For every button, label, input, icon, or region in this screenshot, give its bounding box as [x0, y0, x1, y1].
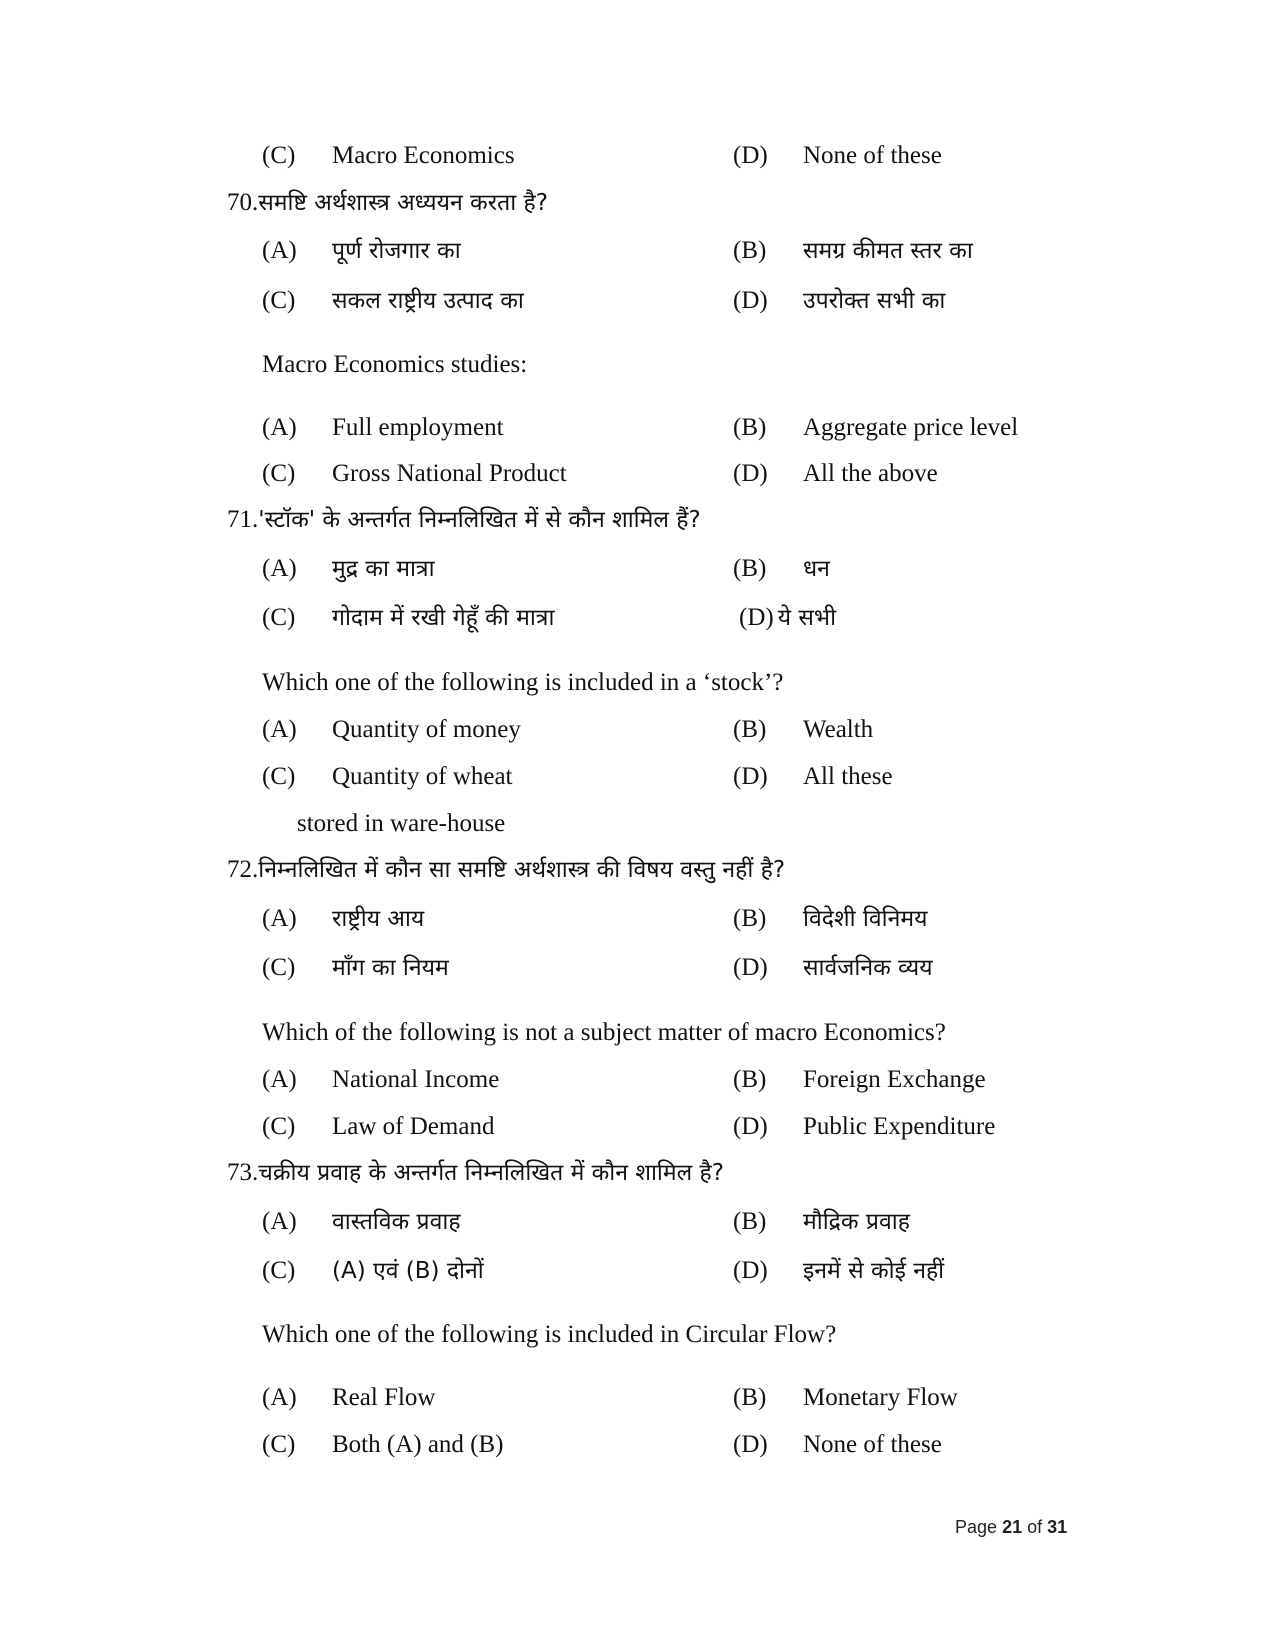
option-text: None of these	[803, 1431, 942, 1458]
option-label: (B)	[733, 555, 767, 582]
option-text-continued: stored in ware-house	[297, 810, 506, 837]
question-text: चक्रीय प्रवाह के अन्तर्गत निम्नलिखित में कौन शामिल है?	[258, 1160, 724, 1186]
question-number: 70.	[227, 189, 259, 216]
option-label: (C)	[262, 763, 296, 790]
option-label: (A)	[262, 1208, 297, 1235]
option-label: (A)	[262, 555, 297, 582]
option-text: None of these	[803, 142, 942, 169]
option-text: Gross National Product	[332, 460, 567, 487]
option-text: (A) एवं (B) दोनों	[332, 1258, 484, 1284]
option-label: (B)	[733, 1208, 767, 1235]
option-label: (D)	[733, 954, 768, 981]
option-label: (A)	[262, 414, 297, 441]
option-text: Wealth	[803, 716, 874, 743]
option-text: माँग का नियम	[332, 955, 449, 981]
option-label: (B)	[733, 1066, 767, 1093]
option-label: (D)	[733, 142, 768, 169]
option-label: (B)	[733, 905, 767, 932]
question-70-english: Macro Economics studies:	[262, 351, 528, 378]
option-label: (A)	[262, 905, 297, 932]
option-label: (A)	[262, 1384, 297, 1411]
option-label: (B)	[733, 414, 767, 441]
question-73-hindi	[227, 1158, 724, 1188]
option-label: (D)	[733, 1431, 768, 1458]
option-text: Law of Demand	[332, 1113, 495, 1140]
option-label: (D)	[739, 604, 774, 631]
option-text: National Income	[332, 1066, 500, 1093]
option-label: (C)	[262, 604, 296, 631]
option-label: (B)	[733, 1384, 767, 1411]
page-footer	[955, 1517, 1067, 1538]
question-71-hindi	[227, 505, 701, 535]
option-label: (A)	[262, 1066, 297, 1093]
option-text: Aggregate price level	[803, 414, 1019, 441]
option-text: All these	[803, 763, 893, 790]
option-text: मुद्र का मात्रा	[332, 556, 435, 582]
question-number: 73.	[227, 1159, 259, 1186]
option-label: (C)	[262, 142, 296, 169]
option-label: (D)	[733, 460, 768, 487]
option-label: (C)	[262, 1257, 296, 1284]
option-label: (C)	[262, 1431, 296, 1458]
option-text: पूर्ण रोजगार का	[332, 238, 461, 264]
option-label: (A)	[262, 237, 297, 264]
question-text: निम्नलिखित में कौन सा समष्टि अर्थशास्त्र की विषय वस्तु नहीं है?	[258, 857, 786, 883]
option-text: सार्वजनिक व्यय	[803, 955, 933, 981]
option-text: Public Expenditure	[803, 1113, 996, 1140]
option-label: (D)	[733, 763, 768, 790]
option-label: (A)	[262, 716, 297, 743]
option-label: (B)	[733, 716, 767, 743]
question-71-english: Which one of the following is included in a ‘stock’?	[262, 669, 784, 696]
option-text: Real Flow	[332, 1384, 436, 1411]
option-text: Both (A) and (B)	[332, 1431, 504, 1458]
option-text: Macro Economics	[332, 142, 515, 169]
option-text: Full employment	[332, 414, 504, 441]
option-text: Foreign Exchange	[803, 1066, 986, 1093]
option-d	[739, 603, 836, 633]
option-text: राष्ट्रीय आय	[332, 906, 425, 932]
option-label: (C)	[262, 1113, 296, 1140]
option-text: Monetary Flow	[803, 1384, 958, 1411]
total-page-count: 31	[1047, 1517, 1068, 1537]
option-text: समग्र कीमत स्तर का	[803, 238, 973, 264]
footer-of: of	[1027, 1517, 1043, 1537]
question-text: 'स्टॉक' के अन्तर्गत निम्नलिखित में से कौन शामिल हैं?	[258, 507, 701, 533]
option-text: ये सभी	[777, 605, 837, 631]
option-text: गोदाम में रखी गेहूँ की मात्रा	[332, 605, 555, 631]
option-text: All the above	[803, 460, 938, 487]
question-72-hindi	[227, 855, 785, 885]
option-text: Quantity of wheat	[332, 763, 513, 790]
question-text: समष्टि अर्थशास्त्र अध्ययन करता है?	[258, 190, 548, 216]
question-number: 71.	[227, 506, 259, 533]
option-text: इनमें से कोई नहीं	[803, 1258, 945, 1284]
option-label: (C)	[262, 954, 296, 981]
option-label: (C)	[262, 287, 296, 314]
option-label: (C)	[262, 460, 296, 487]
option-label: (B)	[733, 237, 767, 264]
option-text: वास्तविक प्रवाह	[332, 1209, 461, 1235]
option-label: (D)	[733, 1113, 768, 1140]
option-text: सकल राष्ट्रीय उत्पाद का	[332, 288, 524, 314]
option-text: मौद्रिक प्रवाह	[803, 1209, 910, 1235]
footer-prefix: Page	[955, 1517, 998, 1537]
question-number: 72.	[227, 856, 259, 883]
question-73-english: Which one of the following is included in Circular Flow?	[262, 1321, 837, 1348]
question-70-hindi	[227, 188, 548, 218]
question-72-english: Which of the following is not a subject matter of macro Economics?	[262, 1019, 946, 1046]
option-text: धन	[803, 556, 830, 582]
option-text: विदेशी विनिमय	[803, 906, 928, 932]
current-page-number: 21	[1002, 1517, 1023, 1537]
option-text: उपरोक्त सभी का	[803, 288, 946, 314]
option-label: (D)	[733, 287, 768, 314]
option-text: Quantity of money	[332, 716, 521, 743]
option-label: (D)	[733, 1257, 768, 1284]
